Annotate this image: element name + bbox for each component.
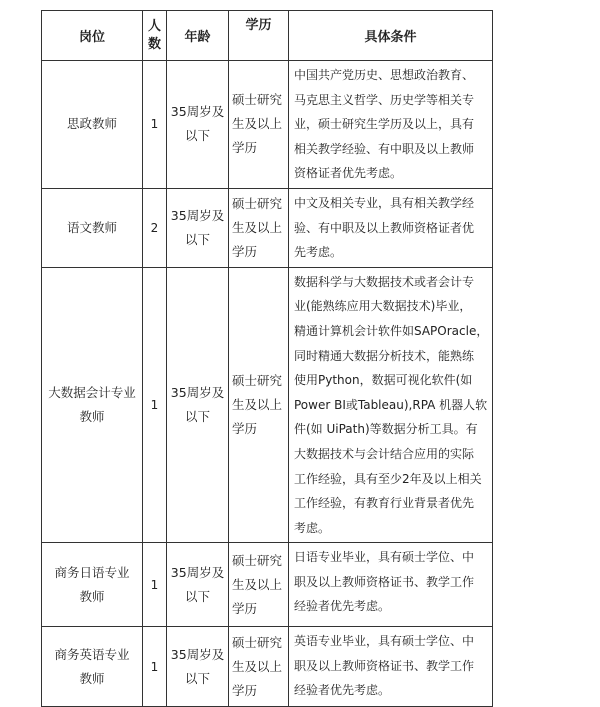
edu-cell-line: 硕士研究 [232,373,283,389]
requirements-cell-line: 日语专业毕业，具有硕士学位、中 [294,550,475,565]
count-cell: 1 [143,267,167,543]
post-cell [42,188,143,267]
age-cell [167,267,229,543]
age-cell-line: 以下 [184,588,210,604]
age-cell [167,627,229,707]
table-row [42,61,493,189]
table-row [42,267,493,543]
requirements-cell-line: 相关教学经验、有中职及以上教师 [294,141,475,156]
edu-cell-line: 硕士研究 [232,195,283,211]
requirements-cell-line: 工作经验，具有至少2年及以上相关 [294,471,482,486]
age-cell [167,61,229,189]
count-cell: 1 [143,627,167,707]
edu-cell [229,61,289,189]
requirements-cell-line: 业(能熟练应用大数据技术)毕业， [294,299,472,314]
edu-cell-line: 学历 [232,682,258,698]
requirements-cell-line: 工作经验，有教育行业背景者优先 [294,496,475,511]
age-cell-line: 以下 [184,128,210,144]
requirements-cell-line: 大数据技术与会计结合应用的实际 [294,446,475,461]
table-row [42,543,493,627]
requirements-cell-line: 中文及相关专业，具有相关教学经 [294,195,475,210]
header-post: 岗位 [42,11,143,61]
table-body [42,61,493,707]
edu-cell-line: 学历 [232,600,258,616]
requirements-cell-line: 考虑。 [294,520,331,535]
age-cell-line: 以下 [184,670,210,686]
header-count-line1: 人 [147,18,161,34]
recruitment-table [41,10,493,707]
header-count [143,11,167,61]
age-cell-line: 35周岁及 [170,104,225,120]
header-req: 具体条件 [289,11,493,61]
edu-cell-line: 硕士研究 [232,92,283,108]
table-row [42,627,493,707]
age-cell-line: 以下 [184,231,210,247]
edu-cell-line: 硕士研究 [232,634,283,650]
edu-cell [229,267,289,543]
post-cell [42,543,143,627]
edu-cell-line: 生及以上 [232,576,283,592]
edu-cell [229,627,289,707]
post-cell [42,61,143,189]
edu-cell-line: 生及以上 [232,397,283,413]
header-age: 年龄 [167,11,229,61]
requirements-cell-line: 使用Python，数据可视化软件(如 [294,373,473,388]
count-cell: 1 [143,543,167,627]
requirements-cell-line: 资格证者优先考虑。 [294,166,403,181]
requirements-cell-line: 职及以上教师资格证书、教学工作 [294,574,475,589]
age-cell-line: 35周岁及 [170,207,225,223]
requirements-cell-line: 经验者优先考虑。 [294,683,391,698]
edu-cell-line: 生及以上 [232,116,283,132]
requirements-cell-line: 职及以上教师资格证书、教学工作 [294,658,475,673]
count-cell: 2 [143,188,167,267]
table-row [42,188,493,267]
requirements-cell-line: 业，硕士研究生学历及以上，具有 [294,117,475,132]
post-cell-line: 教师 [79,409,105,425]
requirements-cell-line: 英语专业毕业，具有硕士学位、中 [294,634,475,649]
requirements-cell-line: Power BI或Tableau),RPA 机器人软 [294,397,488,412]
post-cell [42,267,143,543]
age-cell [167,543,229,627]
edu-cell [229,543,289,627]
requirements-cell [289,267,493,543]
post-cell-line: 思政教师 [66,116,117,132]
requirements-cell [289,543,493,627]
post-cell-line: 教师 [79,588,105,604]
header-edu: 学历 [229,11,289,61]
requirements-cell-line: 中国共产党历史、思想政治教育、 [294,68,475,82]
requirements-cell-line: 数据科学与大数据技术或者会计专 [294,274,475,289]
requirements-cell [289,627,493,707]
requirements-cell-line: 马克思主义哲学、历史学等相关专 [294,92,475,107]
requirements-cell-line: 精通计算机会计软件如SAPOracle， [294,323,489,338]
requirements-cell [289,188,493,267]
requirements-cell-line: 先考虑。 [294,245,343,260]
post-cell [42,627,143,707]
age-cell-line: 35周岁及 [170,646,225,662]
header-row [42,11,493,61]
post-cell-line: 商务日语专业 [54,564,130,580]
requirements-cell-line: 经验者优先考虑。 [294,599,391,614]
requirements-cell-line: 验、有中职及以上教师资格证者优 [294,220,475,235]
edu-cell-line: 生及以上 [232,219,283,235]
edu-cell-line: 硕士研究 [232,552,283,568]
post-cell-line: 教师 [79,670,105,686]
edu-cell-line: 生及以上 [232,658,283,674]
post-cell-line: 语文教师 [66,219,117,235]
requirements-cell-line: 件(如 UiPath)等数据分析工具。有 [294,422,478,437]
age-cell-line: 35周岁及 [170,564,225,580]
edu-cell-line: 学历 [232,421,258,437]
requirements-cell [289,61,493,189]
header-count-line2: 数 [147,36,161,52]
edu-cell-line: 学历 [232,140,258,156]
age-cell [167,188,229,267]
post-cell-line: 商务英语专业 [54,646,130,662]
age-cell-line: 35周岁及 [170,385,225,401]
edu-cell-line: 学历 [232,243,258,259]
requirements-cell-line: 同时精通大数据分析技术，能熟练 [294,348,475,363]
age-cell-line: 以下 [184,409,210,425]
post-cell-line: 大数据会计专业 [48,385,136,401]
edu-cell [229,188,289,267]
count-cell: 1 [143,61,167,189]
